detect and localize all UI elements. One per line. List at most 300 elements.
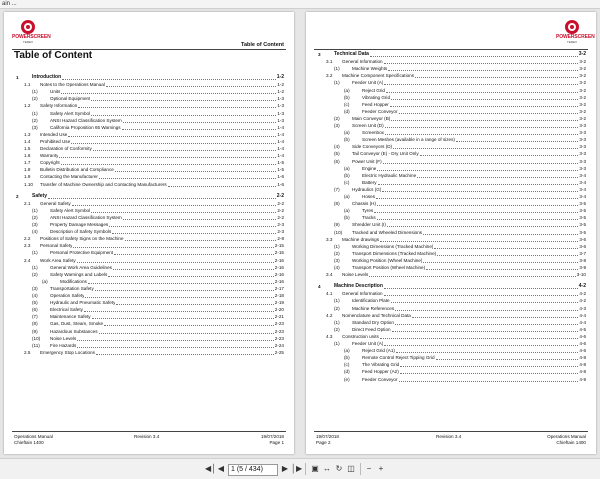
toc-entry-number: (a) (344, 208, 350, 214)
toc-entry-number: (9) (32, 328, 38, 334)
toc-entry[interactable] (4, 242, 294, 249)
toc-entry-number: 4.3 (326, 333, 333, 339)
toc-dot-leader (395, 319, 578, 325)
toc-entry[interactable] (4, 228, 294, 235)
toc-entry[interactable] (4, 278, 294, 285)
toc-entry-page: 1-5 (277, 167, 284, 173)
toc-dot-leader (426, 264, 578, 270)
toc-entry-page: 2-2 (277, 207, 284, 213)
toc-entry-label: Noise Levels (50, 335, 77, 341)
toc-entry-page: 3-3 (579, 137, 586, 143)
toc-entry-number: (b) (344, 94, 350, 100)
toc-entry-label: Maintenance Safety (50, 314, 91, 320)
toc-dot-leader (374, 207, 578, 213)
toc-entry-page: 3-5 (579, 229, 586, 235)
page-number-field[interactable]: 1 (5 / 434) (228, 464, 278, 476)
toc-entry[interactable] (4, 299, 294, 306)
toc-entry[interactable] (306, 165, 596, 172)
toc-entry-label: Fire Hazards (50, 342, 77, 348)
toc-dot-leader (376, 193, 578, 199)
toc-entry[interactable] (4, 285, 294, 292)
toc-dot-leader (61, 159, 276, 165)
toc-entry[interactable] (4, 102, 294, 109)
fit-width-icon[interactable]: ↔ (323, 464, 331, 473)
toc-entry-page: 4-8 (579, 369, 586, 375)
toc-entry-page: 2-23 (274, 321, 284, 327)
toc-dot-leader (380, 333, 578, 339)
toc-entry[interactable] (306, 94, 596, 101)
toc-entry-page: 3-6 (579, 236, 586, 242)
toc-entry-label: Transportation Safety (50, 285, 94, 291)
toc-dot-leader (378, 179, 578, 185)
toc-entry[interactable] (4, 292, 294, 299)
toc-entry[interactable] (306, 129, 596, 136)
toc-entry[interactable] (4, 181, 294, 188)
toc-entry-page: 1-3 (277, 103, 284, 109)
toc-entry-page: 4-9 (579, 376, 586, 382)
toc-entry-label: Copyright (40, 160, 60, 166)
toc-dot-leader (399, 108, 578, 114)
toc-dot-leader (412, 312, 578, 318)
toc-entry-label: Hydraulics (G) (352, 186, 382, 192)
toc-dot-leader (106, 81, 276, 87)
toc-entry[interactable] (306, 312, 596, 319)
toc-entry-label: Safety (32, 192, 48, 199)
footer-doc-name: Operations Manual (14, 434, 53, 439)
toc-entry-page: 3-2 (579, 66, 586, 72)
toc-entry-number: 4.2 (326, 312, 333, 318)
toc-entry[interactable] (306, 108, 596, 115)
toc-dot-leader (91, 110, 276, 116)
toc-entry-page: 3-2 (579, 87, 586, 93)
toc-dot-leader (72, 200, 276, 206)
toc-entry-number: 1.6 (24, 153, 31, 159)
toc-entry-page: 2-8 (277, 236, 284, 242)
toc-entry-page: 2-3 (277, 222, 284, 227)
toc-entry-label: Electrical Safety (50, 307, 83, 313)
document-page-2 (306, 12, 596, 454)
toc-entry-label: Remote Control Reject Tipping Grid (362, 355, 435, 361)
toc-entry-label: General Information (342, 291, 383, 297)
toc-entry[interactable] (306, 243, 596, 250)
toc-entry[interactable] (306, 150, 596, 157)
toc-dot-leader (96, 349, 274, 355)
toc-dot-leader (62, 74, 276, 80)
toc-entry[interactable] (4, 117, 294, 124)
toc-dot-leader (91, 207, 276, 213)
toc-entry-number: 1.1 (24, 82, 31, 88)
last-page-icon[interactable]: │▶ (291, 464, 303, 473)
toc-entry[interactable] (306, 65, 596, 72)
toc-entry-page: 3-4 (579, 179, 586, 185)
toc-dot-leader (88, 278, 274, 284)
toc-entry-label: Engine (362, 165, 377, 171)
toc-dot-leader (391, 115, 578, 121)
toc-entry-number: 1.7 (24, 160, 31, 166)
logo-brand: POWERSCREEN (556, 34, 595, 40)
toc-entry-page: 3-5 (579, 222, 586, 228)
toc-entry-page: 3-2 (579, 108, 586, 114)
toc-entry-label: Contacting the Manufacturer (40, 174, 98, 180)
toc-entry-label: ANSI Hazard Classification System (50, 214, 122, 220)
toc-entry-page: 1-4 (277, 138, 284, 144)
toc-entry-label: Machine References (352, 305, 395, 311)
toc-dot-leader (84, 306, 274, 312)
zoom-in-icon[interactable]: + (378, 464, 384, 473)
toc-entry[interactable] (306, 376, 596, 383)
toc-entry[interactable] (306, 79, 596, 86)
toc-entry-number: (a) (344, 165, 350, 171)
next-page-icon[interactable]: ▶ (281, 464, 289, 473)
toc-entry-label: ANSI Hazard Classification System (50, 117, 122, 123)
toc-entry-number: 4.1 (326, 291, 333, 297)
toc-entry[interactable] (306, 347, 596, 354)
toc-entry-label: Tracked and Wheeled Dimensions (352, 229, 423, 235)
toc-entry-number: (4) (334, 265, 340, 270)
toc-entry[interactable] (4, 81, 294, 88)
toc-entry-number: (3) (32, 285, 38, 291)
toc-dot-leader (123, 117, 276, 123)
toc-entry[interactable] (4, 131, 294, 138)
toc-entry[interactable] (4, 235, 294, 242)
toc-entry-page: 2-15 (274, 243, 284, 249)
toc-entry[interactable] (4, 110, 294, 117)
toc-entry-label: The Vibrating Grid (362, 362, 400, 368)
toc-entry-page: 4-6 (579, 348, 586, 354)
toc-entry-number: (2) (32, 214, 38, 220)
toc-dot-leader (114, 249, 274, 255)
toc-entry-label: Side Conveyors (D) (352, 144, 393, 150)
toc-dot-leader (122, 124, 276, 130)
toc-entry[interactable] (306, 87, 596, 94)
toc-entry-label: Personal Protective Equipment (50, 250, 114, 256)
footer-doc-name: Operations Manual (547, 434, 586, 439)
logo-brand: POWERSCREEN (12, 34, 51, 40)
toc-entry[interactable] (306, 186, 596, 193)
toc-entry-label: Hydraulic and Pneumatic Safety (50, 300, 116, 306)
toc-entry-number: (5) (32, 300, 38, 306)
toc-entry-label: Electric Hydraulic Machine (362, 172, 417, 178)
powerscreen-logo-icon (21, 20, 35, 34)
toc-dot-leader (125, 235, 276, 241)
toc-entry[interactable] (4, 88, 294, 95)
footer-rule (314, 431, 588, 432)
toc-entry[interactable] (4, 264, 294, 271)
toc-dot-leader (384, 79, 578, 85)
toc-entry[interactable] (306, 333, 596, 340)
toc-entry-label: Screenbox (362, 130, 384, 136)
toc-entry-label: Safety Alert Symbol (50, 110, 91, 116)
toc-entry-label: Description of Safety Symbols (50, 229, 112, 235)
toc-entry[interactable] (306, 326, 596, 333)
logo-tagline: TEREX (567, 40, 578, 44)
toc-entry[interactable] (306, 214, 596, 221)
toc-entry-page: 2-2 (277, 200, 284, 206)
toc-entry[interactable] (4, 257, 294, 264)
zoom-out-icon[interactable]: − (366, 464, 372, 473)
toc-entry-label: Construction units (342, 333, 379, 339)
toc-entry-label: Feeder Conveyor (362, 376, 398, 382)
powerscreen-logo (556, 20, 595, 44)
toc-dot-leader (73, 242, 274, 248)
toc-entry-page: 3-7 (579, 250, 586, 256)
toc-dot-leader (399, 376, 578, 382)
toc-entry[interactable] (306, 250, 596, 257)
toc-entry-number: (4) (334, 144, 340, 150)
toc-entry[interactable] (4, 271, 294, 278)
toc-entry[interactable] (306, 305, 596, 312)
toc-entry-page: 3-5 (579, 201, 586, 207)
toc-dot-leader (423, 257, 578, 263)
toc-entry[interactable] (306, 361, 596, 368)
toc-entry-number: (1) (334, 66, 340, 72)
toc-dot-leader (420, 150, 578, 156)
toc-entry[interactable] (306, 229, 596, 236)
toc-entry-number: (4) (32, 293, 38, 298)
viewer-toolbar (0, 458, 600, 479)
toc-entry-number: 3.3 (326, 236, 333, 242)
two-page-icon[interactable]: ◫ (347, 464, 355, 473)
toc-entry-label: Safety Alert Symbol (50, 207, 91, 213)
footer-model: Chieftain 1400 (556, 439, 586, 445)
toc-entry[interactable] (4, 124, 294, 131)
toc-entry-page: 3-5 (579, 215, 586, 221)
toc-entry-label: Property Damage Messages (50, 222, 109, 227)
toc-entry-label: Units (50, 89, 61, 95)
toc-entry-page: 2-24 (274, 342, 284, 348)
toc-dot-leader (437, 250, 578, 256)
toc-entry-label: Tail Conveyor (E) - Dry Unit Only (352, 151, 419, 157)
toc-dot-leader (391, 94, 578, 100)
toc-entry-page: 1-4 (277, 146, 284, 151)
toc-entry-number: (2) (334, 326, 340, 332)
toc-entry[interactable] (4, 145, 294, 152)
toc-entry-number: (1) (32, 250, 38, 256)
toc-entry-number: (11) (32, 342, 40, 348)
toc-dot-leader (377, 165, 578, 171)
toc-entry[interactable] (306, 354, 596, 361)
toc-entry[interactable] (306, 290, 596, 297)
toc-entry-label: California Proposition 65 Warnings (50, 124, 121, 130)
toc-entry-page: 2-15 (274, 250, 284, 256)
toc-dot-leader (386, 87, 578, 93)
toc-dot-leader (384, 290, 578, 296)
toc-entry-page: 2-17 (274, 285, 284, 291)
toc-entry-label: Declaration of Conformity (40, 146, 92, 151)
footer-revision: Revision 3.4 (134, 434, 160, 439)
toc-entry[interactable] (4, 221, 294, 228)
toc-entry-label: Emergency Stop Locations (40, 349, 95, 355)
toc-entry-number: (b) (344, 172, 350, 178)
toc-entry-label: Vibrating Grid (362, 94, 391, 100)
toc-entry-label: Hazardous Substances (50, 328, 98, 334)
toc-entry[interactable] (306, 271, 596, 278)
toc-entry-label: Nomenclature and Technical Data (342, 312, 411, 318)
toc-entry[interactable] (4, 349, 294, 356)
toc-entry-page: 2-23 (274, 335, 284, 341)
toc-entry-page: 4-2 (579, 291, 586, 297)
toc-entry[interactable] (306, 207, 596, 214)
toc-entry[interactable] (4, 306, 294, 313)
toc-entry-label: Chassis (H) (352, 201, 376, 207)
footer-model: Chieftain 1400 (14, 439, 44, 445)
toc-entry[interactable] (306, 101, 596, 108)
toc-entry[interactable] (306, 158, 596, 165)
toc-entry-number: 2.2 (24, 236, 31, 242)
toc-entry[interactable] (306, 297, 596, 304)
toc-entry-label: Optional Equipment (50, 96, 91, 102)
toc-entry-page: 1-4 (277, 153, 284, 159)
toc-entry-number: 3.4 (326, 272, 333, 278)
toc-entry-number: (2) (334, 250, 340, 256)
toc-entry-page: 4-8 (579, 355, 586, 361)
toc-entry[interactable] (4, 159, 294, 166)
toc-dot-leader (68, 131, 276, 137)
toc-entry[interactable] (4, 193, 294, 200)
toc-entry-label: Battery (362, 179, 377, 185)
toc-entry[interactable] (4, 214, 294, 221)
toc-entry-label: General Safety (40, 200, 71, 206)
toc-entry[interactable] (4, 320, 294, 327)
toc-entry[interactable] (306, 115, 596, 122)
toc-entry[interactable] (4, 95, 294, 102)
window-title-bar (0, 0, 600, 9)
document-page-1 (4, 12, 294, 454)
toc-entry[interactable] (306, 143, 596, 150)
toc-entry-number: (e) (344, 376, 350, 382)
toc-entry[interactable] (306, 179, 596, 186)
header-title: Table of Content (241, 42, 284, 48)
powerscreen-logo-icon (565, 20, 579, 34)
toc-entry-label: Screen Meshes (available in a range of sizes) (362, 137, 455, 143)
toc-entry-number: (1) (334, 80, 340, 86)
toc-entry[interactable] (306, 283, 596, 290)
toc-entry-page: 1-4 (277, 124, 284, 130)
toc-dot-leader (61, 88, 276, 94)
toc-entry[interactable] (4, 313, 294, 320)
toc-dot-leader (85, 292, 274, 298)
toc-entry-label: Bulletin Distribution and Compliance (40, 167, 114, 173)
toc-entry[interactable] (306, 236, 596, 243)
toc-entry[interactable] (306, 257, 596, 264)
toc-entry-number: (2) (32, 271, 38, 277)
toc-entry-page: 1-6 (277, 181, 284, 187)
toc-entry-number: (4) (32, 229, 38, 235)
toc-dot-leader (113, 264, 274, 270)
toc-entry[interactable] (4, 328, 294, 335)
toc-entry-number: 3.1 (326, 59, 333, 65)
toc-entry-label: Machine Weights (352, 66, 388, 72)
toc-entry-number: (1) (334, 319, 340, 325)
toc-entry-number: (2) (334, 115, 340, 121)
toc-entry[interactable] (306, 72, 596, 79)
toc-entry-label: Safety Information (40, 103, 78, 109)
toc-entry-page: 1-6 (277, 174, 284, 180)
toc-dot-leader (91, 95, 276, 101)
toc-entry-page: 3-3 (579, 165, 586, 171)
toolbar-separator (305, 463, 306, 475)
toc-entry-number: (1) (334, 243, 340, 249)
toc-entry-label: Gas, Dust, Steam, Smoke (50, 321, 104, 327)
toc-entry[interactable] (306, 172, 596, 179)
toc-entry[interactable] (4, 200, 294, 207)
toc-entry-label: Transport Position (Wheel Machine) (352, 265, 426, 270)
fit-page-icon[interactable]: ▣ (311, 464, 319, 473)
toc-dot-leader (380, 236, 578, 242)
toc-entry-page: 2-2 (277, 214, 284, 220)
toc-entry[interactable] (306, 200, 596, 207)
toc-entry[interactable] (4, 335, 294, 342)
toc-entry-page: 4-6 (579, 333, 586, 339)
toc-entry-number: (1) (32, 110, 38, 116)
toc-entry-label: General Work Area Guidelines (50, 264, 112, 270)
toc-entry[interactable] (306, 264, 596, 271)
prev-page-icon[interactable]: ◀ (217, 464, 225, 473)
toc-entry-page: 1-3 (277, 110, 284, 116)
toc-entry-page: 3-3 (579, 144, 586, 150)
toc-entry-page: 3-3 (579, 123, 586, 128)
footer-rule (12, 431, 286, 432)
toc-entry-page: 4-3 (579, 305, 586, 311)
toc-entry[interactable] (4, 249, 294, 256)
toc-entry[interactable] (306, 136, 596, 143)
toc-entry-number: (b) (344, 355, 350, 361)
toc-entry-number: (c) (344, 101, 350, 107)
toc-entry-number: 1 (16, 75, 19, 80)
toc-entry[interactable] (4, 342, 294, 349)
header-rule (314, 49, 588, 50)
toc-entry-number: (c) (344, 179, 350, 185)
toc-entry[interactable] (306, 319, 596, 326)
toc-dot-leader (48, 193, 276, 199)
toc-entry-label: Identification Plate (352, 298, 390, 304)
footer-page-number: Page 2 (316, 439, 331, 445)
toc-entry-number: 2.4 (24, 257, 31, 263)
toc-entry-page: 2-19 (274, 300, 284, 306)
first-page-icon[interactable]: ◀│ (205, 464, 217, 473)
toc-entry-label: Work Area Safety (40, 257, 76, 263)
toc-entry[interactable] (306, 221, 596, 228)
toc-entry-page: 2-16 (274, 257, 284, 263)
toc-entry[interactable] (306, 340, 596, 347)
toc-entry-number: (3) (334, 257, 340, 263)
toc-entry[interactable] (306, 58, 596, 65)
toc-dot-leader (123, 214, 276, 220)
toc-entry-number: 4 (318, 284, 321, 290)
powerscreen-logo (12, 20, 51, 44)
toc-entry[interactable] (306, 51, 596, 58)
toc-entry-number: 2 (16, 193, 19, 199)
toc-dot-leader (104, 320, 274, 326)
toc-entry-number: (10) (334, 229, 343, 235)
toc-entry-label: Screen Unit (D) (352, 123, 384, 128)
toc-entry-page: 3-4 (579, 172, 586, 178)
toc-dot-leader (377, 200, 578, 206)
toc-entry[interactable] (306, 193, 596, 200)
rotate-icon[interactable]: ↻ (335, 464, 343, 473)
toc-entry[interactable] (4, 166, 294, 173)
toc-entry[interactable] (306, 122, 596, 129)
toc-entry[interactable] (306, 368, 596, 375)
toc-entry[interactable] (4, 152, 294, 159)
toc-entry[interactable] (4, 173, 294, 180)
toc-entry[interactable] (4, 207, 294, 214)
toc-dot-leader (71, 138, 276, 144)
toc-entry[interactable] (4, 138, 294, 145)
toc-entry-number: 3 (318, 52, 321, 57)
toc-entry[interactable] (4, 74, 294, 81)
toc-entry-number: (a) (344, 194, 350, 199)
